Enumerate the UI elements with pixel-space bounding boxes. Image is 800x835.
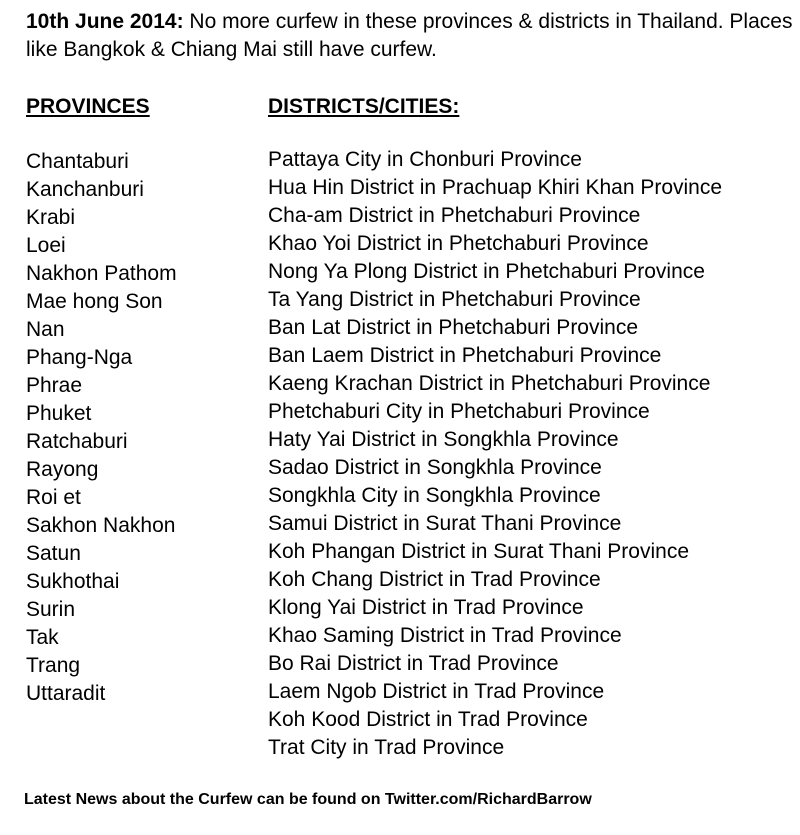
province-item: Nan <box>26 318 65 341</box>
province-item: Krabi <box>26 206 76 229</box>
district-item: Haty Yai District in Songkhla Province <box>268 428 619 451</box>
province-item: Kanchanburi <box>26 178 144 201</box>
intro-date: 10th June 2014: <box>26 10 184 33</box>
province-item: Sukhothai <box>26 570 120 593</box>
district-item: Bo Rai District in Trad Province <box>268 652 559 675</box>
province-item: Uttaradit <box>26 682 106 705</box>
province-item: Surin <box>26 598 76 621</box>
district-item: Hua Hin District in Prachuap Khiri Khan Province <box>268 176 723 199</box>
province-item: Chantaburi <box>26 150 129 173</box>
province-item: Trang <box>26 654 81 677</box>
province-item: Rayong <box>26 458 99 481</box>
district-item: Samui District in Surat Thani Province <box>268 512 622 535</box>
district-item: Koh Kood District in Trad Province <box>268 708 588 731</box>
province-item: Ratchaburi <box>26 430 128 453</box>
district-item: Koh Phangan District in Surat Thani Province <box>268 540 690 563</box>
footer-note: Latest News about the Curfew can be found on Twitter.com/RichardBarrow <box>24 791 592 808</box>
district-item: Ban Laem District in Phetchaburi Province <box>268 344 662 367</box>
intro-text: No more curfew in these provinces & districts in Thailand. Places like Bangkok & Chiang Mai still have curfew. <box>26 10 793 61</box>
provinces-list <box>26 148 177 708</box>
district-item: Pattaya City in Chonburi Province <box>268 148 582 171</box>
province-item: Phrae <box>26 374 83 397</box>
province-item: Satun <box>26 542 81 565</box>
intro-paragraph <box>26 8 796 64</box>
province-item: Phuket <box>26 402 92 425</box>
district-item: Laem Ngob District in Trad Province <box>268 680 605 703</box>
district-item: Khao Yoi District in Phetchaburi Province <box>268 232 649 255</box>
district-item: Phetchaburi City in Phetchaburi Province <box>268 400 650 423</box>
district-item: Cha-am District in Phetchaburi Province <box>268 204 641 227</box>
province-item: Loei <box>26 234 66 257</box>
district-item: Ban Lat District in Phetchaburi Province <box>268 316 639 339</box>
province-item: Mae hong Son <box>26 290 163 313</box>
district-item: Kaeng Krachan District in Phetchaburi Province <box>268 372 711 395</box>
province-item: Phang-Nga <box>26 346 133 369</box>
district-item: Songkhla City in Songkhla Province <box>268 484 601 507</box>
province-item: Nakhon Pathom <box>26 262 177 285</box>
province-item: Tak <box>26 626 59 649</box>
district-item: Trat City in Trad Province <box>268 736 505 759</box>
province-item: Sakhon Nakhon <box>26 514 176 537</box>
districts-heading: DISTRICTS/CITIES: <box>268 95 460 118</box>
districts-list <box>268 146 722 762</box>
district-item: Klong Yai District in Trad Province <box>268 596 584 619</box>
district-item: Koh Chang District in Trad Province <box>268 568 601 591</box>
district-item: Khao Saming District in Trad Province <box>268 624 622 647</box>
provinces-heading: PROVINCES <box>26 95 150 118</box>
district-item: Nong Ya Plong District in Phetchaburi Province <box>268 260 705 283</box>
district-item: Sadao District in Songkhla Province <box>268 456 602 479</box>
district-item: Ta Yang District in Phetchaburi Province <box>268 288 641 311</box>
province-item: Roi et <box>26 486 81 509</box>
